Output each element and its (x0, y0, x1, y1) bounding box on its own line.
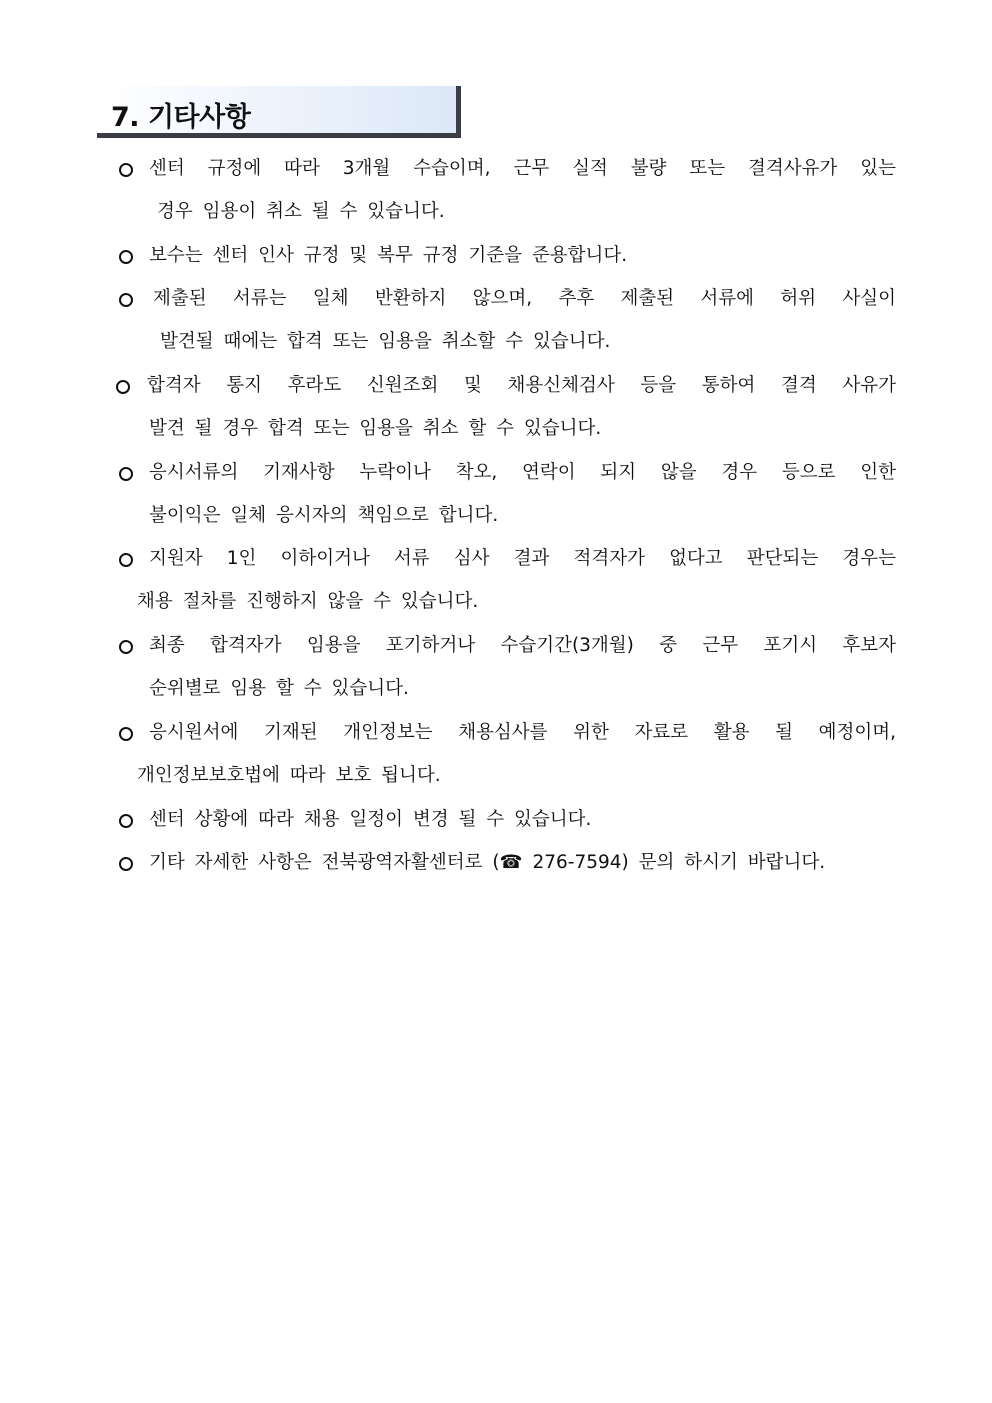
notice-item-8-line-2: 개인정보보호법에 따라 보호 됩니다. (137, 765, 441, 786)
circle-bullet-icon (119, 857, 133, 871)
notice-item-7-line-1: 최종 합격자가 임용을 포기하거나 수습기간(3개월) 중 근무 포기시 후보자 (149, 635, 896, 656)
notice-item-5-line-1: 응시서류의 기재사항 누락이나 착오, 연락이 되지 않을 경우 등으로 인한 (149, 462, 896, 483)
circle-bullet-icon (119, 814, 133, 828)
circle-bullet-icon (119, 467, 133, 481)
notice-item-9-line-1: 센터 상황에 따라 채용 일정이 변경 될 수 있습니다. (149, 809, 592, 830)
circle-bullet-icon (119, 640, 133, 654)
circle-bullet-icon (119, 727, 133, 741)
notice-item-8-line-1: 응시원서에 기재된 개인정보는 채용심사를 위한 자료로 활용 될 예정이며, (149, 722, 896, 743)
notice-item-5-line-2: 불이익은 일체 응시자의 책임으로 합니다. (149, 505, 499, 526)
circle-bullet-icon (119, 293, 133, 307)
section-title: 7. 기타사항 (111, 102, 251, 133)
notice-item-7-line-2: 순위별로 임용 할 수 있습니다. (149, 678, 409, 699)
notice-item-2-line-1: 보수는 센터 인사 규정 및 복무 규정 기준을 준용합니다. (149, 245, 628, 266)
circle-bullet-icon (119, 553, 133, 567)
circle-bullet-icon (116, 380, 130, 394)
notice-item-3-line-1: 제출된 서류는 일체 반환하지 않으며, 추후 제출된 서류에 허위 사실이 (153, 288, 896, 309)
notice-item-6-line-1: 지원자 1인 이하이거나 서류 심사 결과 적격자가 없다고 판단되는 경우는 (149, 548, 896, 569)
circle-bullet-icon (119, 250, 133, 264)
notice-item-1-line-2: 경우 임용이 취소 될 수 있습니다. (157, 201, 445, 222)
circle-bullet-icon (119, 163, 133, 177)
notice-item-4-line-1: 합격자 통지 후라도 신원조회 및 채용신체검사 등을 통하여 결격 사유가 (147, 375, 896, 396)
notice-item-1-line-1: 센터 규정에 따라 3개월 수습이며, 근무 실적 불량 또는 결격사유가 있는 (149, 158, 896, 179)
notice-item-6-line-2: 채용 절차를 진행하지 않을 수 있습니다. (137, 591, 479, 612)
notice-item-4-line-2: 발견 될 경우 합격 또는 임용을 취소 할 수 있습니다. (149, 418, 602, 439)
notice-item-3-line-2: 발견될 때에는 합격 또는 임용을 취소할 수 있습니다. (160, 331, 611, 352)
notice-item-10-line-1: 기타 자세한 사항은 전북광역자활센터로 (☎ 276-7594) 문의 하시기 바랍니다. (149, 852, 826, 873)
